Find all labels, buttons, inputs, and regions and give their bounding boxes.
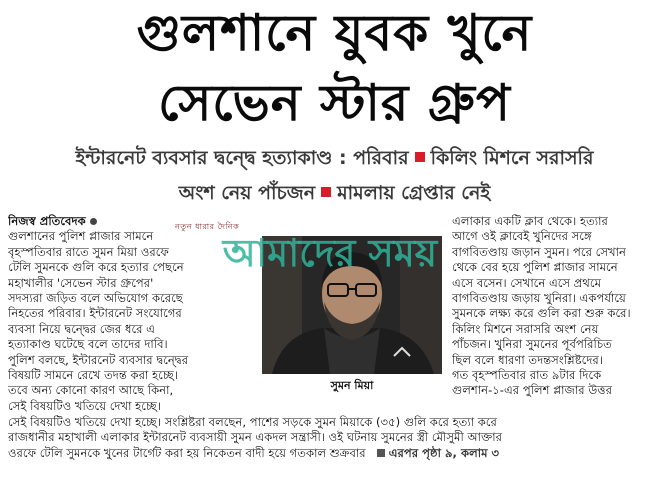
article-right-column [452, 214, 666, 399]
subheadline-text: মামলায় গ্রেপ্তার নেই [337, 182, 491, 204]
article-line: পুলিশ বলছে, ইন্টারনেট ব্যবসার দ্বন্দ্বের [8, 352, 189, 367]
article-line: তবে অন্য কোনো কারণ আছে কিনা, [8, 383, 174, 398]
article-line: সুমনকে লক্ষ্য করে গুলি করা শুরু করে। [452, 306, 631, 321]
article-line: থেকে বের হয়ে পুলিশ প্লাজার সামনে [452, 260, 618, 275]
continuation-note: এরপর পৃষ্ঠা ৯, কলাম ৩ [377, 446, 499, 460]
red-square-separator [415, 152, 425, 162]
watermark-logo-text: আমাদের সময় [222, 231, 438, 275]
article-line: এসে বসেন। সেখানে এসে প্রথমে [452, 275, 602, 290]
article-line: রাজধানীর মহাখালী এলাকার ইন্টারনেট ব্যবসায়ী সুমন একদল সন্ত্রাসী। ওই ঘটনায় সুমনের স্ত্রী মৌসুমী আক্তার [8, 430, 502, 445]
article-line: আগে ওই ক্লাবেই খুনিদের সঙ্গে [452, 229, 592, 244]
article-line: মহাখালীর 'সেভেন স্টার গ্রুপের' [8, 275, 154, 290]
article-line: গত বৃহস্পতিবার রাত ৯টার দিকে [452, 368, 602, 383]
watermark-tagline: নতুন ধারার দৈনিক [175, 222, 240, 231]
bullet-icon [90, 218, 97, 225]
article-line: হত্যাকাণ্ড ঘটেছে বলে তাদের দাবি। [8, 337, 168, 352]
article-line: বৃহস্পতিবার রাতে সুমন মিয়া ওরফে [8, 244, 169, 259]
article-line: কিলিং মিশনে সরাসরি অংশ নেয় [452, 321, 599, 336]
article-line: ওরফে টেলি সুমনকে খুনের টার্গেট করা হয় নিকেতন বাদী হয়ে গতকাল শুক্রবার এরপর পৃষ্ঠা ৯, কলাম ৩ [8, 445, 500, 460]
photo-caption: সুমন মিয়া [330, 379, 374, 392]
red-square-separator [321, 187, 331, 197]
article-line: গুলশান-১-এর পুলিশ প্লাজার উত্তর [452, 383, 612, 398]
article-line: সেই বিষয়টিও খতিয়ে দেখা হচ্ছে। সংশ্লিষ্টরা বলছেন, পাশের সড়কে সুমন মিয়াকে (৩৫) গুলি করে হত্যা করে [8, 415, 497, 429]
article-line: বাগবিতণ্ডায় জড়ায় খুনিরা। একপর্যায়ে [452, 291, 626, 306]
article-line: গুলশানের পুলিশ প্লাজার সামনে [8, 229, 154, 244]
article-line: সেই বিষয়টিও খতিয়ে দেখা হচ্ছে। [8, 398, 162, 413]
article-line: পাঁচজন। খুনিরা সুমনের পূর্বপরিচিত [452, 337, 612, 352]
headline-line-2: সেভেন স্টার গ্রুপ [158, 74, 511, 132]
article-line: ব্যবসা নিয়ে দ্বন্দ্বের জের ধরে এ [8, 321, 155, 336]
subheadline-text: ইন্টারনেট ব্যবসার দ্বন্দ্বে হত্যাকাণ্ড : পরিবার [75, 147, 409, 169]
subheadline-text: কিলিং মিশনে সরাসরি [430, 147, 594, 169]
byline: নিজস্ব প্রতিবেদক [8, 214, 256, 229]
square-bullet-icon [377, 449, 385, 457]
article-line: সদস্যরা জড়িত বলে অভিযোগ করেছে [8, 291, 183, 306]
right-column-lines [452, 214, 666, 399]
article-line: ছিল বলে ধারণা তদন্তসংশ্লিষ্টদের। [452, 352, 603, 367]
subheadline-line-1 [0, 145, 669, 171]
article-line: নিহতের পরিবার। ইন্টারনেট সংযোগের [8, 306, 182, 321]
article-line: বিষয়টি সামনে রেখে তদন্ত করা হচ্ছে। [8, 368, 178, 383]
article-line: এলাকার একটি ক্লাব থেকে। হত্যার [452, 214, 608, 228]
subheadline-line-2 [0, 180, 669, 206]
article-line: টেলি সুমনকে গুলি করে হত্যার পেছনে [8, 260, 184, 275]
article-bottom-lines [8, 415, 668, 461]
article-line: বাগবিতণ্ডায় জড়ান সুমন। পরে সেখান [452, 244, 626, 259]
headline-line-1: গুলশানে যুবক খুনে [136, 4, 533, 62]
subheadline-text: অংশ নেয় পাঁচজন [178, 182, 316, 204]
